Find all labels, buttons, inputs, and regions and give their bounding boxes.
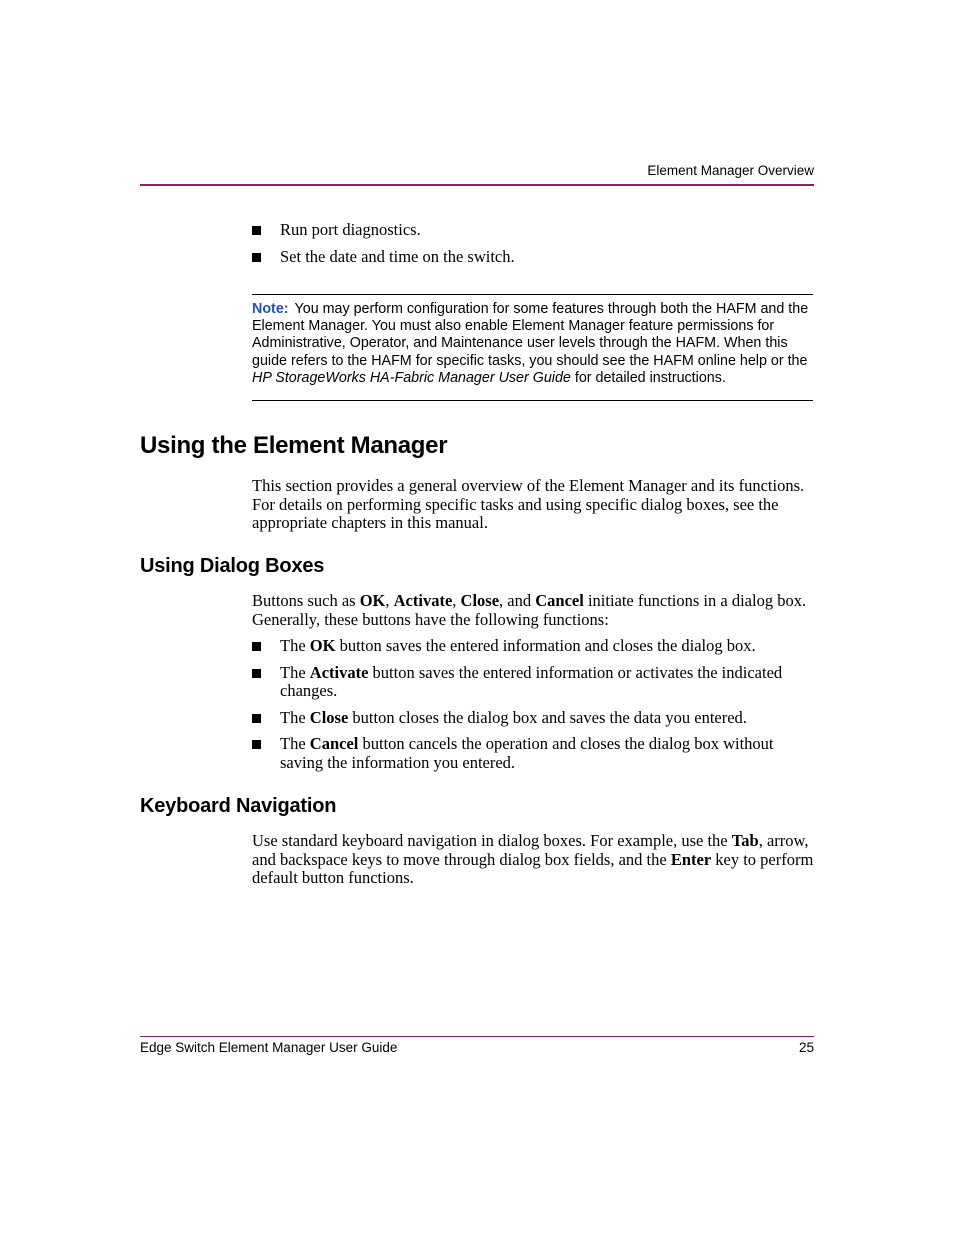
list-item: The Cancel button cancels the operation and closes the dialog box without saving the information you entered. xyxy=(252,735,812,772)
note-text: Note: You may perform configuration for some features through both the HAFM and the Element Manager. You must also enable Element Manager feature permissions for Administrative, Operator, and Maintenance user levels through the HAFM. When this guide refers to the HAFM for specific tasks, you should see the HAFM online help or the HP StorageWorks HA-Fabric Manager User Guide for detailed instructions. xyxy=(252,301,809,386)
square-bullet-icon xyxy=(252,226,261,235)
square-bullet-icon xyxy=(252,253,261,262)
square-bullet-icon xyxy=(252,714,261,723)
dialog-button-list xyxy=(252,637,812,772)
top-bullet-list xyxy=(252,221,812,266)
list-item: The Activate button saves the entered information or activates the indicated changes. xyxy=(252,664,812,701)
list-item: The OK button saves the entered information and closes the dialog box. xyxy=(252,637,812,656)
square-bullet-icon xyxy=(252,740,261,749)
page-number: 25 xyxy=(798,1040,814,1055)
section-heading-keyboard-navigation: Keyboard Navigation xyxy=(140,795,337,817)
guide-title: HP StorageWorks HA-Fabric Manager User Guide xyxy=(252,369,571,386)
list-item: The Close button closes the dialog box and saves the data you entered. xyxy=(252,709,812,728)
footer-title: Edge Switch Element Manager User Guide xyxy=(140,1040,398,1055)
section-heading-using-element-manager: Using the Element Manager xyxy=(140,432,448,459)
note-box xyxy=(252,294,813,401)
section-heading-dialog-boxes: Using Dialog Boxes xyxy=(140,555,325,577)
header-rule xyxy=(140,184,814,186)
keyboard-paragraph: Use standard keyboard navigation in dialog boxes. For example, use the Tab, arrow, and backspace keys to move through dialog box fields, and the Enter key to perform default button functions. xyxy=(252,831,814,887)
note-label: Note: xyxy=(252,301,289,317)
section-paragraph: This section provides a general overview of the Element Manager and its functions. For details on performing specific tasks and using specific dialog boxes, see the appropriate chapters in this manual. xyxy=(252,476,805,532)
running-header: Element Manager Overview xyxy=(647,163,814,178)
square-bullet-icon xyxy=(252,642,261,651)
footer-rule xyxy=(140,1036,814,1037)
list-item: Set the date and time on the switch. xyxy=(252,248,812,267)
list-item: Run port diagnostics. xyxy=(252,221,812,240)
square-bullet-icon xyxy=(252,669,261,678)
dialog-intro-paragraph: Buttons such as OK, Activate, Close, and Cancel initiate functions in a dialog box. Generally, these buttons have the following functions: xyxy=(252,591,807,629)
